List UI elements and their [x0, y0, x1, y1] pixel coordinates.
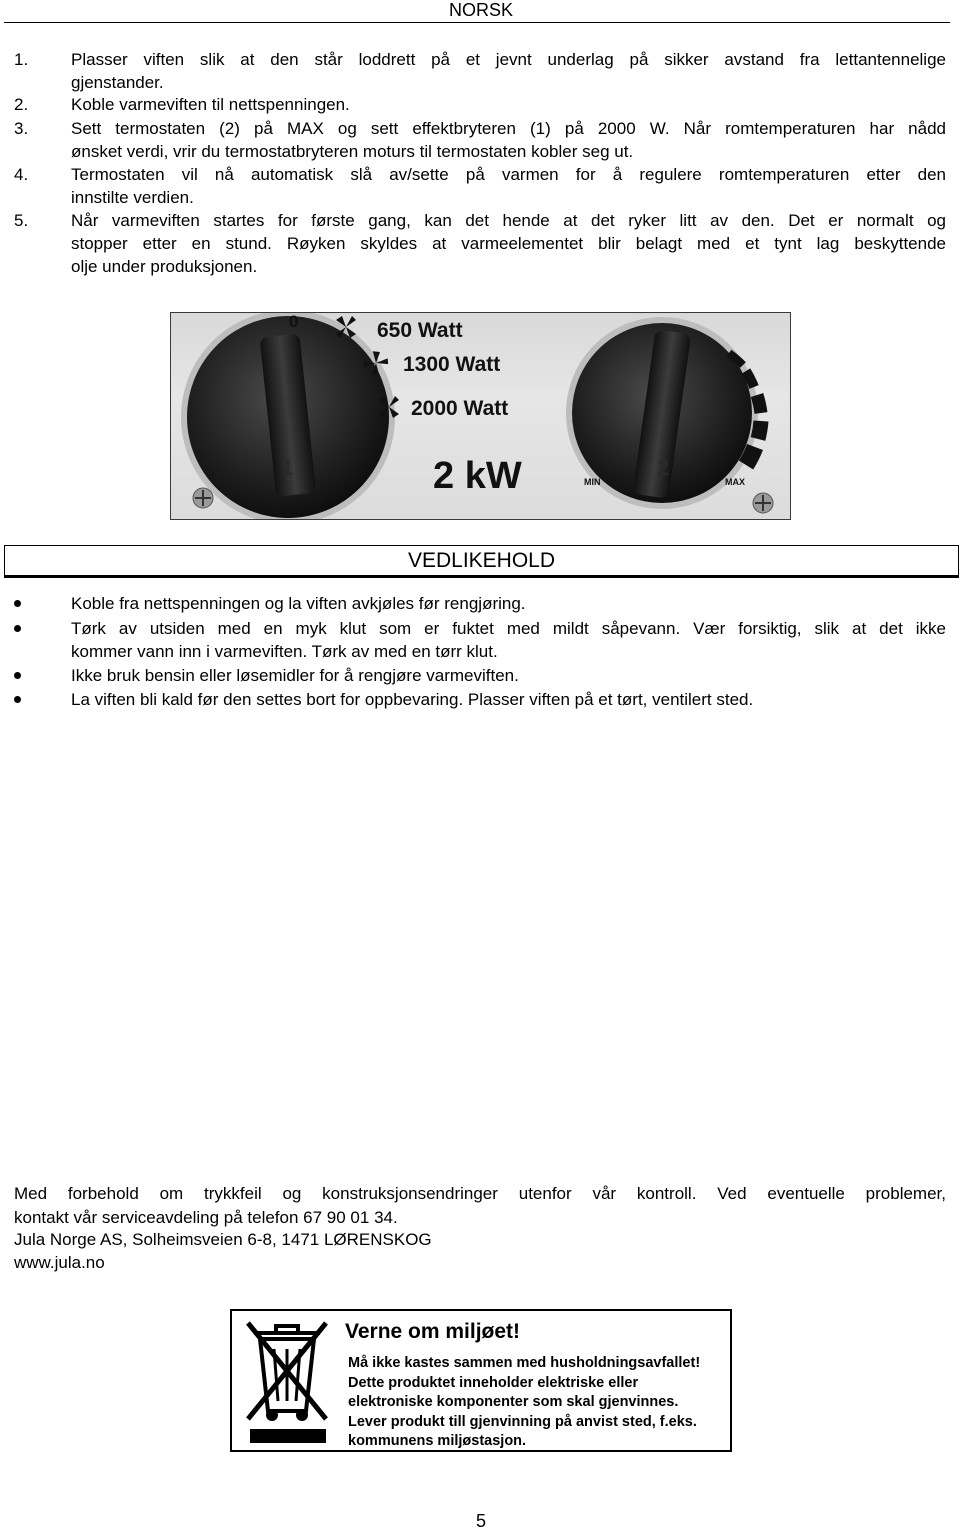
step-text-line: gjenstander. [71, 73, 164, 92]
bullet-icon [14, 625, 21, 632]
crossed-bin-icon [244, 1319, 330, 1445]
power-option-1300: 1300 Watt [403, 353, 501, 376]
step-number: 4. [14, 165, 29, 184]
footer-service-contact: kontakt vår serviceavdeling på telefon 67 90 01 34. [14, 1208, 398, 1227]
screw-icon [753, 493, 773, 513]
environment-text-line: kommunens miljøstasjon. [348, 1433, 527, 1449]
environment-text-line: Lever produkt till gjenvinning på anvist sted, f.eks. [348, 1414, 697, 1430]
step-text-line: olje under produksjonen. [71, 257, 258, 276]
power-option-650: 650 Watt [377, 319, 463, 342]
control-panel-photo [170, 312, 791, 520]
maintenance-bullet [14, 617, 946, 663]
footer-website-link[interactable]: www.jula.no [14, 1253, 105, 1272]
step-text-line: ønsket verdi, vrir du termostatbryteren moturs til termostaten kobler seg ut. [71, 142, 634, 161]
environment-title: Verne om miljøet! [345, 1320, 521, 1343]
bullet-text-line: La viften bli kald før den settes bort for oppbevaring. Plasser viften på et tørt, ventilert sted. [71, 690, 754, 709]
step-1 [14, 48, 946, 94]
step-4 [14, 163, 946, 209]
power-rating: 2 kW [433, 455, 522, 497]
power-knob [181, 313, 395, 519]
step-text-line: Termostaten vil nå automatisk slå av/sette på varmen for å regulere romtemperaturen etter den [71, 165, 946, 184]
knob-1-label: 1 [281, 455, 294, 480]
bullet-text-line: Tørk av utsiden med en myk klut som er fuktet med mildt såpevann. Vær forsiktig, slik at det ikke [71, 619, 946, 638]
bullet-text-line: kommer vann inn i varmeviften. Tørk av med en tørr klut. [71, 642, 498, 661]
max-label: MAX [725, 477, 745, 487]
maintenance-bullet [14, 592, 946, 615]
step-text-line: innstilte verdien. [71, 188, 194, 207]
step-text-line: Koble varmeviften til nettspenningen. [71, 95, 350, 114]
off-label: 0 [289, 313, 299, 331]
environment-text-line: Må ikke kastes sammen med husholdningsavfallet! [348, 1355, 701, 1371]
maintenance-bullet [14, 664, 946, 687]
section-title-text: VEDLIKEHOLD [407, 549, 556, 572]
step-number: 3. [14, 119, 29, 138]
step-text-line: Sett termostaten (2) på MAX og sett effektbryteren (1) på 2000 W. Når romtemperaturen har nådd [71, 119, 946, 138]
step-text-line: stopper etter en stund. Røyken skyldes at varmeelementet blir belagt med et tynt lag beskyttende [71, 234, 946, 253]
environment-text-line: elektroniske komponenter som skal gjenvinnes. [348, 1394, 679, 1410]
step-text-line: Når varmeviften startes for første gang, kan det hende at det ryker litt av den. Det er normalt og [71, 211, 946, 230]
header-divider [4, 22, 950, 23]
knob-2-label: 2 [657, 455, 670, 480]
bullet-icon [14, 696, 21, 703]
screw-icon [193, 488, 213, 508]
header-language: NORSK [448, 0, 513, 20]
step-text-line: Plasser viften slik at den står loddrett på et jevnt underlag på sikker avstand fra lettantennelige [71, 50, 946, 69]
environment-notice [230, 1309, 732, 1452]
step-3 [14, 117, 946, 163]
bullet-icon [14, 672, 21, 679]
step-2 [14, 93, 946, 116]
maintenance-bullet [14, 688, 946, 711]
step-5 [14, 209, 946, 278]
footer-address: Jula Norge AS, Solheimsveien 6-8, 1471 LØRENSKOG [14, 1230, 432, 1249]
step-number: 1. [14, 50, 29, 69]
section-title-maintenance [4, 545, 959, 578]
bullet-text-line: Koble fra nettspenningen og la viften avkjøles før rengjøring. [71, 594, 526, 613]
footer-disclaimer: Med forbehold om trykkfeil og konstruksjonsendringer utenfor vår kontroll. Ved eventuelle problemer, [14, 1184, 946, 1203]
bullet-icon [14, 600, 21, 607]
step-number: 2. [14, 95, 29, 114]
min-label: MIN [584, 477, 601, 487]
step-number: 5. [14, 211, 29, 230]
page-number: 5 [475, 1511, 486, 1531]
power-option-2000: 2000 Watt [411, 397, 509, 420]
bullet-text-line: Ikke bruk bensin eller løsemidler for å rengjøre varmeviften. [71, 666, 519, 685]
environment-text-line: Dette produktet inneholder elektriske eller [348, 1375, 639, 1391]
